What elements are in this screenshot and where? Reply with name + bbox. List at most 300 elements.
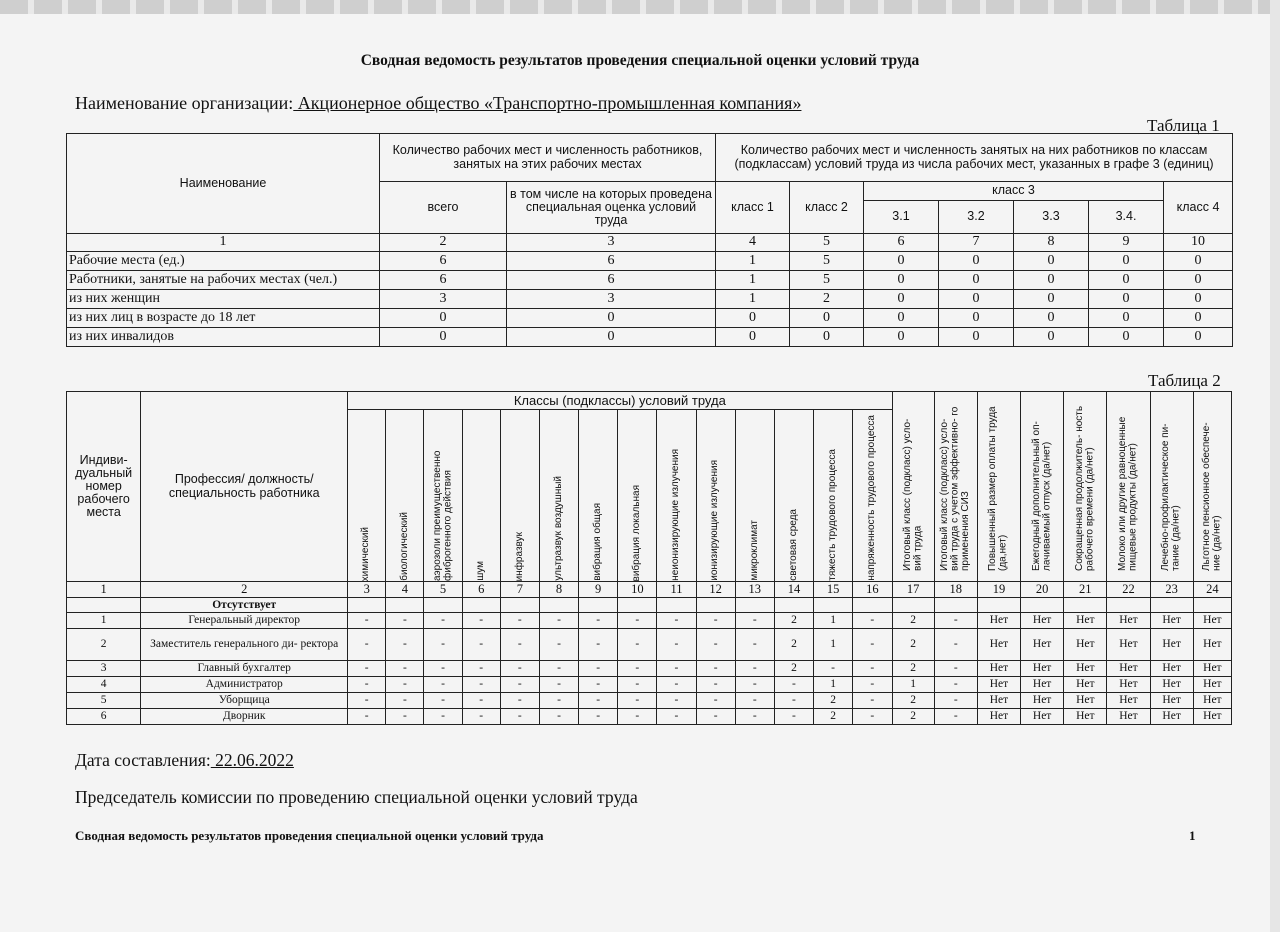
t2-cell: - xyxy=(500,677,539,693)
t2-cell: Нет xyxy=(977,693,1020,709)
t2-cell: - xyxy=(657,613,696,629)
t1-cell: 0 xyxy=(939,252,1014,271)
t1-header-total: всего xyxy=(380,182,507,234)
t1-col-number: 4 xyxy=(716,234,790,252)
t1-cell: 0 xyxy=(864,271,939,290)
t2-cell: Нет xyxy=(1150,709,1193,725)
t2-cell: - xyxy=(853,661,892,677)
t2-cell: - xyxy=(500,709,539,725)
t1-cell: 0 xyxy=(864,328,939,347)
t2-cell: - xyxy=(735,677,774,693)
t1-cell: 0 xyxy=(1014,309,1089,328)
t2-cell: - xyxy=(462,709,500,725)
t2-cell: - xyxy=(814,661,853,677)
t1-col-number: 1 xyxy=(67,234,380,252)
t2-cell: Нет xyxy=(1107,629,1150,661)
commission-chair-line: Председатель комиссии по проведению специальной оценки условий труда xyxy=(75,787,638,807)
t2-cell: - xyxy=(579,629,618,661)
t2-absent-cell xyxy=(814,598,853,613)
t2-col-number: 12 xyxy=(696,582,735,598)
t2-cell: - xyxy=(386,709,424,725)
t1-header-3-1: 3.1 xyxy=(864,201,939,234)
t2-header-factor-label: ультразвук воздушный xyxy=(552,476,564,581)
t2-row xyxy=(67,613,1232,629)
t1-col-number: 6 xyxy=(864,234,939,252)
t2-header-extra xyxy=(934,392,977,582)
t1-cell: 0 xyxy=(380,328,507,347)
t2-absent-cell xyxy=(462,598,500,613)
t2-cell: - xyxy=(774,677,813,693)
t1-header-count: Количество рабочих мест и численность работников, занятых на этих рабочих местах xyxy=(380,134,716,182)
t1-row-name: из них лиц в возрасте до 18 лет xyxy=(67,309,380,328)
t2-cell: 2 xyxy=(892,661,934,677)
t2-header-extra-label: Льготное пенсионное обеспече- ние (да/нет) xyxy=(1200,421,1223,571)
t1-cell: 0 xyxy=(1164,309,1233,328)
t2-cell: - xyxy=(539,629,578,661)
t2-col-number: 11 xyxy=(657,582,696,598)
t1-cell: 0 xyxy=(790,328,864,347)
t2-cell: - xyxy=(696,613,735,629)
t1-cell: 0 xyxy=(864,309,939,328)
t2-header-factor-label: напряженность трудового процесса xyxy=(866,415,878,581)
t2-col-number: 22 xyxy=(1107,582,1150,598)
document-title: Сводная ведомость результатов проведения специальной оценки условий труда xyxy=(360,52,920,69)
t2-cell: 1 xyxy=(814,677,853,693)
t1-col-number: 9 xyxy=(1089,234,1164,252)
t2-header-extra xyxy=(977,392,1020,582)
t2-header-factor xyxy=(696,410,735,582)
t1-cell: 0 xyxy=(1164,290,1233,309)
t2-cell: - xyxy=(348,613,386,629)
t1-col-number: 3 xyxy=(507,234,716,252)
t2-absent-cell xyxy=(348,598,386,613)
t2-header-factor-label: неионизирующие излучения xyxy=(670,449,682,581)
t2-cell: 2 xyxy=(774,661,813,677)
t1-cell: 0 xyxy=(939,290,1014,309)
t2-cell: - xyxy=(853,709,892,725)
t2-cell: - xyxy=(934,629,977,661)
t2-col-number: 21 xyxy=(1064,582,1107,598)
t2-col-number: 8 xyxy=(539,582,578,598)
t2-cell: Нет xyxy=(1021,629,1064,661)
t2-header-factor-label: вибрация общая xyxy=(591,503,603,581)
t2-header-factor xyxy=(348,410,386,582)
t1-col-number: 7 xyxy=(939,234,1014,252)
date-label: Дата составления: xyxy=(75,750,211,770)
t2-row-profession: Главный бухгалтер xyxy=(141,661,348,677)
t2-cell: Нет xyxy=(1107,613,1150,629)
t2-header-profession: Профессия/ должность/ специальность работника xyxy=(141,392,348,582)
t2-header-factor xyxy=(579,410,618,582)
t1-cell: 6 xyxy=(380,271,507,290)
t2-cell: Нет xyxy=(1193,661,1231,677)
t2-col-number: 24 xyxy=(1193,582,1231,598)
t2-cell: Нет xyxy=(1107,661,1150,677)
t1-cell: 0 xyxy=(1089,252,1164,271)
t2-header-extra xyxy=(1193,392,1231,582)
t2-header-factor xyxy=(462,410,500,582)
t2-cell: - xyxy=(696,661,735,677)
t2-cell: - xyxy=(424,629,462,661)
workplace-table xyxy=(66,391,1232,725)
t1-cell: 6 xyxy=(507,271,716,290)
t1-cell: 5 xyxy=(790,252,864,271)
t2-absent-cell xyxy=(1021,598,1064,613)
t1-cell: 6 xyxy=(380,252,507,271)
t2-header-factor-label: тяжесть трудового процесса xyxy=(826,449,838,581)
t2-cell: - xyxy=(579,613,618,629)
t2-header-factor xyxy=(853,410,892,582)
t1-row-name: из них женщин xyxy=(67,290,380,309)
t2-absent-cell xyxy=(1150,598,1193,613)
t2-row-id: 6 xyxy=(67,709,141,725)
t2-cell: Нет xyxy=(1021,709,1064,725)
t1-header-class2: класс 2 xyxy=(790,182,864,234)
t2-cell: - xyxy=(853,693,892,709)
t1-cell: 0 xyxy=(939,271,1014,290)
t1-cell: 0 xyxy=(1014,252,1089,271)
t2-absent-cell xyxy=(853,598,892,613)
t2-absent-cell xyxy=(424,598,462,613)
t2-cell: Нет xyxy=(1064,613,1107,629)
organization-name: Акционерное общество «Транспортно-промышленная компания» xyxy=(293,93,802,113)
t2-header-extra xyxy=(1150,392,1193,582)
t2-cell: - xyxy=(348,693,386,709)
t1-header-class4: класс 4 xyxy=(1164,182,1233,234)
t1-row xyxy=(67,328,1233,347)
t2-header-factor-label: химический xyxy=(360,526,372,581)
t2-cell: Нет xyxy=(1193,693,1231,709)
t2-col-number: 20 xyxy=(1021,582,1064,598)
t2-header-factor xyxy=(735,410,774,582)
t2-col-number: 5 xyxy=(424,582,462,598)
t2-cell: - xyxy=(539,677,578,693)
t2-cell: - xyxy=(424,709,462,725)
t2-col-number: 13 xyxy=(735,582,774,598)
t2-header-extra-label: Итоговый класс (подкласс) усло- вий труда xyxy=(901,418,924,571)
t2-absent-cell xyxy=(500,598,539,613)
t2-cell: - xyxy=(735,693,774,709)
t1-cell: 0 xyxy=(939,309,1014,328)
t2-cell: - xyxy=(657,677,696,693)
t2-cell: - xyxy=(934,709,977,725)
t2-header-factor-label: биологический xyxy=(398,512,410,581)
t2-row-id: 3 xyxy=(67,661,141,677)
t2-row-id: 1 xyxy=(67,613,141,629)
t2-cell: Нет xyxy=(1021,613,1064,629)
t2-cell: - xyxy=(934,661,977,677)
t2-header-factor xyxy=(774,410,813,582)
t2-cell: 1 xyxy=(892,677,934,693)
t2-absent-cell xyxy=(696,598,735,613)
t2-header-extra-label: Повышенный размер оплаты труда (да,нет) xyxy=(987,405,1009,571)
t2-cell: Нет xyxy=(1021,693,1064,709)
t2-cell: - xyxy=(735,661,774,677)
t2-cell: - xyxy=(696,709,735,725)
organization-label: Наименование организации: xyxy=(75,93,294,113)
t2-cell: - xyxy=(853,629,892,661)
t1-header-evaluated: в том числе на которых проведена специальная оценка условий труда xyxy=(507,182,716,234)
t2-col-number: 16 xyxy=(853,582,892,598)
t2-cell: 2 xyxy=(774,629,813,661)
t1-header-3-4: 3.4. xyxy=(1089,201,1164,234)
t1-cell: 0 xyxy=(790,309,864,328)
t2-header-extra-label: Ежегодный дополнительный оп- лачиваемый отпуск (да/нет) xyxy=(1030,420,1053,571)
t2-cell: - xyxy=(539,709,578,725)
t2-col-number: 17 xyxy=(892,582,934,598)
t2-absent-row xyxy=(67,598,1232,613)
t1-cell: 0 xyxy=(1014,328,1089,347)
t1-row xyxy=(67,252,1233,271)
t2-header-factor-label: шум xyxy=(474,561,486,581)
t2-col-number: 7 xyxy=(500,582,539,598)
t2-header-extra xyxy=(892,392,934,582)
t2-cell: - xyxy=(462,629,500,661)
t1-cell: 0 xyxy=(507,309,716,328)
table2-caption: Таблица 2 xyxy=(1148,371,1221,390)
t2-cell: Нет xyxy=(977,677,1020,693)
t1-header-3-3: 3.3 xyxy=(1014,201,1089,234)
t2-cell: Нет xyxy=(1021,677,1064,693)
t2-header-factor xyxy=(424,410,462,582)
t2-cell: 2 xyxy=(774,613,813,629)
t2-cell: - xyxy=(618,709,657,725)
t2-col-number: 6 xyxy=(462,582,500,598)
t2-cell: 1 xyxy=(814,629,853,661)
t2-absent-id xyxy=(67,598,141,613)
t2-header-extra xyxy=(1021,392,1064,582)
t2-row-id: 4 xyxy=(67,677,141,693)
t2-cell: - xyxy=(348,661,386,677)
t2-cell: - xyxy=(696,677,735,693)
t1-cell: 0 xyxy=(1089,290,1164,309)
t2-cell: - xyxy=(500,629,539,661)
t2-cell: - xyxy=(579,677,618,693)
t2-cell: - xyxy=(579,661,618,677)
t2-header-extra xyxy=(1064,392,1107,582)
t2-header-extra-label: Молоко или другие равноценные пищевые продукты (да/нет) xyxy=(1116,416,1139,571)
t2-cell: - xyxy=(462,693,500,709)
t2-absent-cell xyxy=(579,598,618,613)
t2-cell: - xyxy=(386,677,424,693)
t2-header-factor xyxy=(814,410,853,582)
t1-cell: 0 xyxy=(380,309,507,328)
t2-cell: Нет xyxy=(1064,661,1107,677)
t2-col-number: 9 xyxy=(579,582,618,598)
t2-col-number: 19 xyxy=(977,582,1020,598)
t1-cell: 0 xyxy=(1089,309,1164,328)
t2-absent-cell xyxy=(386,598,424,613)
t1-cell: 1 xyxy=(716,252,790,271)
t2-header-factor-label: аэрозоли преимущественно фиброгенного действия xyxy=(431,450,454,581)
t2-absent-cell xyxy=(1064,598,1107,613)
t1-cell: 0 xyxy=(1089,271,1164,290)
t2-cell: Нет xyxy=(1107,693,1150,709)
t2-cell: - xyxy=(774,709,813,725)
t2-cell: - xyxy=(500,693,539,709)
t2-cell: Нет xyxy=(1150,693,1193,709)
t2-row xyxy=(67,661,1232,677)
t2-absent-cell xyxy=(977,598,1020,613)
t1-cell: 5 xyxy=(790,271,864,290)
t2-cell: - xyxy=(462,661,500,677)
t2-absent-cell xyxy=(657,598,696,613)
t1-col-number: 5 xyxy=(790,234,864,252)
t2-cell: Нет xyxy=(1150,629,1193,661)
t1-cell: 3 xyxy=(507,290,716,309)
t1-cell: 1 xyxy=(716,271,790,290)
t2-cell: 2 xyxy=(814,709,853,725)
t2-cell: - xyxy=(539,693,578,709)
t2-col-number: 10 xyxy=(618,582,657,598)
t2-col-number: 14 xyxy=(774,582,813,598)
t2-cell: - xyxy=(696,629,735,661)
t2-header-id: Индиви- дуальный номер рабочего места xyxy=(67,392,141,582)
organization-line xyxy=(75,93,801,114)
t1-row xyxy=(67,290,1233,309)
t2-cell: 2 xyxy=(892,709,934,725)
t2-cell: - xyxy=(424,613,462,629)
t2-cell: - xyxy=(424,677,462,693)
t2-cell: - xyxy=(500,661,539,677)
t2-col-number: 4 xyxy=(386,582,424,598)
t2-row-profession: Дворник xyxy=(141,709,348,725)
t2-cell: - xyxy=(539,613,578,629)
t1-cell: 1 xyxy=(716,290,790,309)
t1-row-name: Рабочие места (ед.) xyxy=(67,252,380,271)
t2-cell: - xyxy=(657,709,696,725)
t1-cell: 0 xyxy=(1014,271,1089,290)
t2-header-extra-label: Лечебно-профилактическое пи- тание (да/нет) xyxy=(1160,423,1182,571)
table1-caption: Таблица 1 xyxy=(1147,116,1220,135)
t2-header-factor-label: инфразвук xyxy=(513,531,525,581)
t1-header-classes: Количество рабочих мест и численность занятых на них работников по классам (подклассам) условий труда из числа рабочих мест, указанных в графе 3 (единиц) xyxy=(716,134,1233,182)
t1-header-class1: класс 1 xyxy=(716,182,790,234)
t2-column-numbers xyxy=(67,582,1232,598)
t2-row-profession: Заместитель генерального ди- ректора xyxy=(141,629,348,661)
t2-cell: - xyxy=(348,709,386,725)
t2-cell: Нет xyxy=(1064,629,1107,661)
t2-cell: Нет xyxy=(1064,677,1107,693)
t1-cell: 0 xyxy=(716,309,790,328)
t2-cell: - xyxy=(934,613,977,629)
t2-cell: - xyxy=(462,677,500,693)
t2-cell: 1 xyxy=(814,613,853,629)
t1-cell: 0 xyxy=(1164,271,1233,290)
t2-header-extra-label: Итоговый класс (подкласс) усло- вий труда с учетом эффективно- го применения СИЗ xyxy=(939,406,972,571)
t2-cell: - xyxy=(579,693,618,709)
t2-cell: - xyxy=(348,629,386,661)
t2-cell: Нет xyxy=(977,629,1020,661)
t1-cell: 3 xyxy=(380,290,507,309)
t2-header-factor xyxy=(657,410,696,582)
t1-cell: 0 xyxy=(864,290,939,309)
t2-row xyxy=(67,677,1232,693)
t2-cell: 2 xyxy=(892,629,934,661)
t2-cell: - xyxy=(348,677,386,693)
t2-cell: Нет xyxy=(1193,613,1231,629)
t2-cell: - xyxy=(618,613,657,629)
t2-row xyxy=(67,709,1232,725)
t2-cell: - xyxy=(735,709,774,725)
t2-cell: - xyxy=(934,677,977,693)
t2-cell: Нет xyxy=(1064,693,1107,709)
t2-cell: - xyxy=(386,629,424,661)
t2-header-factor-label: вибрация локальная xyxy=(631,484,643,581)
t2-cell: Нет xyxy=(1150,613,1193,629)
t2-cell: - xyxy=(657,693,696,709)
t2-row xyxy=(67,693,1232,709)
t2-cell: 2 xyxy=(814,693,853,709)
t2-cell: Нет xyxy=(1107,709,1150,725)
t2-absent-cell xyxy=(1107,598,1150,613)
t2-cell: 2 xyxy=(892,613,934,629)
t1-cell: 0 xyxy=(1089,328,1164,347)
t2-header-factor-label: световая среда xyxy=(787,509,799,581)
t2-cell: - xyxy=(618,629,657,661)
t1-row xyxy=(67,309,1233,328)
t2-cell: - xyxy=(386,613,424,629)
t2-absent-cell xyxy=(618,598,657,613)
t1-cell: 0 xyxy=(1164,328,1233,347)
t2-cell: - xyxy=(735,613,774,629)
t2-header-factor-label: ионизирующие излучения xyxy=(709,460,721,581)
t1-row-name: из них инвалидов xyxy=(67,328,380,347)
t2-cell: Нет xyxy=(1150,677,1193,693)
t2-absent-cell xyxy=(934,598,977,613)
t2-header-factor xyxy=(618,410,657,582)
t1-cell: 0 xyxy=(1164,252,1233,271)
t2-absent-cell xyxy=(1193,598,1231,613)
scan-top-edge xyxy=(0,0,1270,14)
t2-header-extra-label: Сокращенная продолжитель- ность рабочего времени (да/нет) xyxy=(1073,405,1096,571)
t2-col-number: 1 xyxy=(67,582,141,598)
t2-cell: Нет xyxy=(977,661,1020,677)
t2-header-factor xyxy=(386,410,424,582)
t2-cell: - xyxy=(539,661,578,677)
t2-col-number: 18 xyxy=(934,582,977,598)
t2-cell: Нет xyxy=(977,613,1020,629)
t2-cell: - xyxy=(774,693,813,709)
t2-cell: - xyxy=(657,661,696,677)
t1-col-number: 8 xyxy=(1014,234,1089,252)
t2-row-profession: Уборщица xyxy=(141,693,348,709)
t2-row-profession: Администратор xyxy=(141,677,348,693)
t2-col-number: 15 xyxy=(814,582,853,598)
t2-absent-cell xyxy=(539,598,578,613)
t1-cell: 0 xyxy=(939,328,1014,347)
t2-cell: - xyxy=(424,693,462,709)
footer-title: Сводная ведомость результатов проведения специальной оценки условий труда xyxy=(75,828,544,843)
t2-cell: - xyxy=(462,613,500,629)
t2-header-factor xyxy=(500,410,539,582)
t1-column-numbers xyxy=(67,234,1233,252)
t1-row xyxy=(67,271,1233,290)
t2-absent-cell xyxy=(892,598,934,613)
t1-header-class3: класс 3 xyxy=(864,182,1164,201)
t1-row-name: Работники, занятые на рабочих местах (чел.) xyxy=(67,271,380,290)
t2-absent-cell xyxy=(735,598,774,613)
t2-cell: Нет xyxy=(1193,629,1231,661)
date-value: 22.06.2022 xyxy=(210,750,294,770)
t1-header-name: Наименование xyxy=(67,134,380,234)
t2-col-number: 3 xyxy=(348,582,386,598)
t2-cell: Нет xyxy=(1150,661,1193,677)
compilation-date xyxy=(75,750,294,771)
t2-cell: - xyxy=(386,693,424,709)
t2-cell: - xyxy=(853,613,892,629)
t1-header-3-2: 3.2 xyxy=(939,201,1014,234)
